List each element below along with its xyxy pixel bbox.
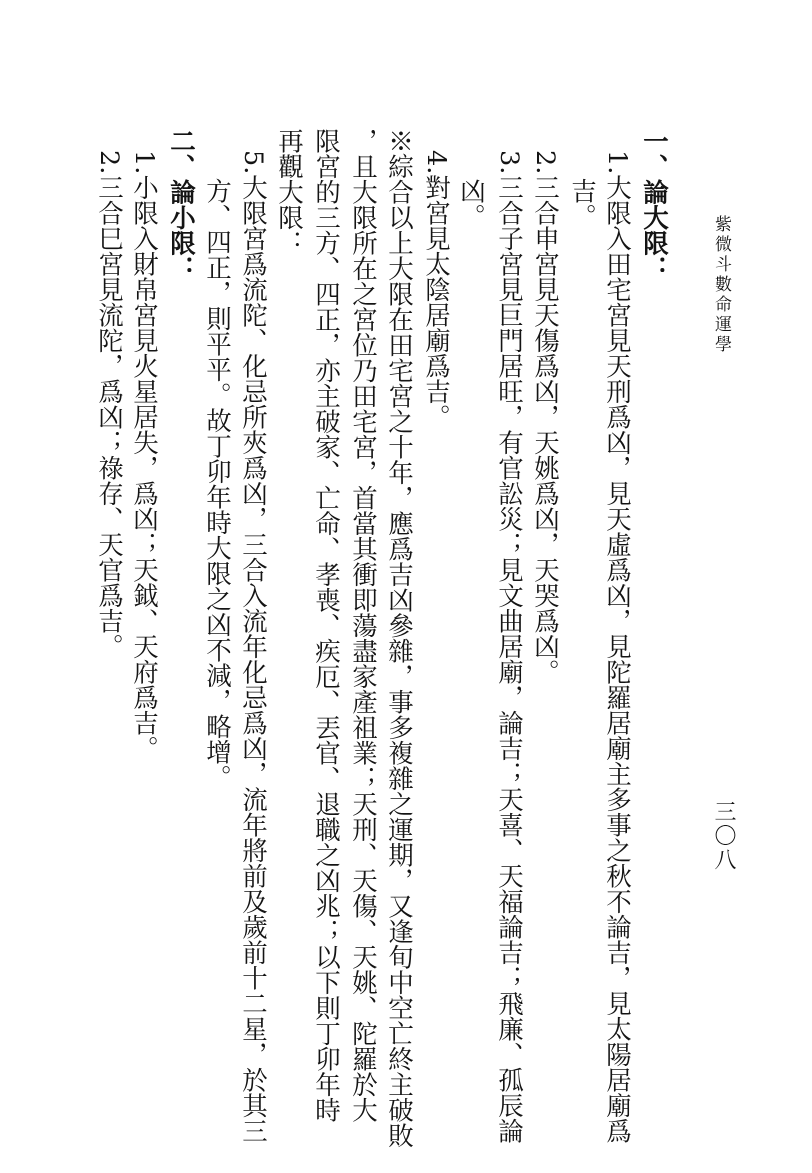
text-column: 方、四正，則平平。故丁卯年時大限之凶不減，略增。 — [202, 178, 232, 790]
text-column: 二、論小限： — [166, 128, 196, 281]
running-header: 紫微斗數命運學 — [711, 215, 731, 355]
text-column: 3.三合子宮見巨門居旺，有官訟災；見文曲居廟，論吉；天喜、天福論吉；飛廉、孤辰論 — [494, 150, 524, 1144]
text-column: 一、論大限： — [639, 128, 669, 281]
text-column: 5.大限宮爲流陀、化忌所夾爲凶，三合入流年化忌爲凶，流年將前及歲前十二星，於其三 — [238, 150, 268, 1144]
text-column: ※綜合以上大限在田宅宮之十年，應爲吉凶參雜，事多複雜之運期，又逢旬中空亡終主破敗 — [384, 128, 414, 1148]
page-number: 三〇八 — [711, 800, 736, 872]
text-column: 2.三合申宮見天傷爲凶，天姚爲凶，天哭爲凶。 — [530, 150, 560, 685]
text-column: 吉。 — [567, 178, 597, 229]
text-column: 2.三合巳宮見流陀，爲凶；祿存、天官爲吉。 — [94, 150, 124, 659]
text-column: 1.小限入財帛宮見火星居失，爲凶；天鉞、天府爲吉。 — [129, 150, 159, 761]
text-column: 再觀大限： — [274, 128, 304, 256]
text-column: 凶。 — [456, 178, 486, 229]
text-column: 限宮的三方、四正，亦主破家、亡命、孝喪、疾厄、丟官、退職之凶兆；以下則丁卯年時 — [311, 128, 341, 1123]
text-column: 1.大限入田宅宮見天刑爲凶，見天虛爲凶，見陀羅居廟主多事之秋不論吉，見太陽居廟爲 — [602, 150, 632, 1144]
text-column: ，且大限所在之宮位乃田宅宮，首當其衝即蕩盡家產祖業；天刑、天傷、天姚、陀羅於大 — [348, 128, 378, 1123]
text-column: 4.對宮見太陰居廟爲吉。 — [421, 150, 451, 430]
